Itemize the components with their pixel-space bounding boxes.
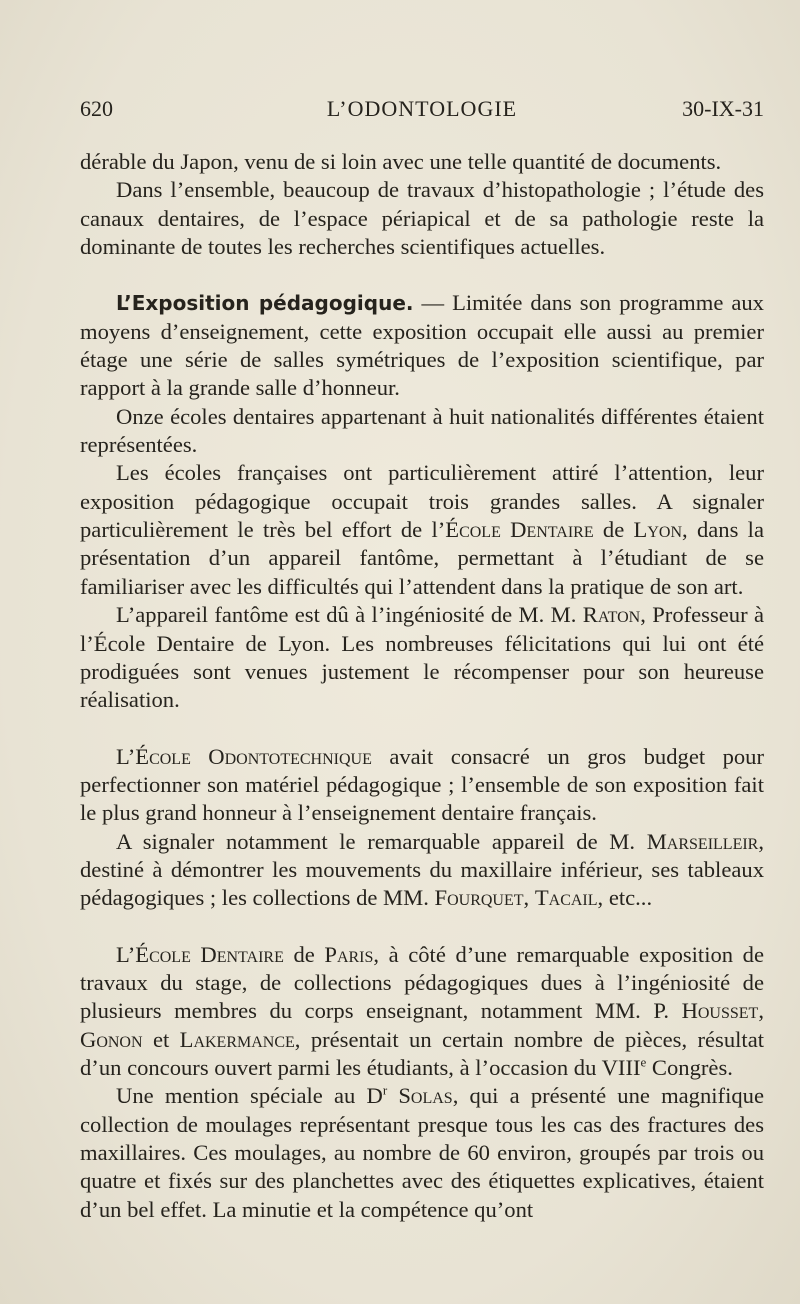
page-body bbox=[80, 148, 764, 1224]
paragraph-10: Une mention spéciale au $D^r$ Solas, qui a présenté une magnifique collection de moulages représentant presque tous les cas des fractures des maxillaires. Ces moulages, au nombre de 60 environ, groupés par trois ou quatre et fixés sur des planchettes avec des étiquettes explicatives, étaient d’un bel effet. La minutie et la compétence qu’ont bbox=[80, 1082, 764, 1222]
paragraph-5: Les écoles françaises ont particulièrement attiré l’attention, leur exposition pédagogique occupait trois grandes salles. A signaler particulièrement le très bel effort de l’École Dentaire de Lyon, dans la présentation d’un appareil fantôme, permettant à l’étudiant de se familiariser avec les difficultés qui l’attendent dans la pratique de son art. bbox=[80, 460, 764, 599]
issue-date: 30-IX-31 bbox=[682, 96, 764, 121]
paragraph-6: L’appareil fantôme est dû à l’ingéniosité de M. M. Raton, Professeur à l’École Dentaire de Lyon. Les nombreuses félicitations qui lui ont été prodiguées sont venues justement le récompenser pour son heureuse réalisation. bbox=[80, 602, 764, 713]
page-header bbox=[80, 96, 764, 130]
running-title: L’ODONTOLOGIE bbox=[326, 96, 518, 121]
paragraph-7: L’École Odontotechnique avait consacré un gros budget pour perfectionner son matériel pédagogique ; l’ensemble de son exposition fait le plus grand honneur à l’enseignement dentaire français. bbox=[80, 743, 764, 826]
paragraph-8: A signaler notamment le remarquable appareil de M. Marseilleir, destiné à démontrer les mouvements du maxillaire inférieur, ses tableaux pédagogiques ; les collections de MM. Fourquet, Tacail, etc... bbox=[80, 828, 764, 911]
page-number: 620 bbox=[80, 96, 113, 121]
paragraph-4: Onze écoles dentaires appartenant à huit nationalités différentes étaient représentées. bbox=[80, 403, 764, 458]
paragraph-9: L’École Dentaire de Paris, à côté d’une remarquable exposition de travaux du stage, de collections pédagogiques dues à l’ingéniosité de plusieurs membres du corps enseignant, notamment MM. P. Housset, Gonon et Lakermance, présentait un certain nombre de pièces, résultat d’un concours ouvert parmi les étudiants, à l’occasion du VIIIe Congrès. bbox=[80, 941, 764, 1080]
paragraph-2: Dans l’ensemble, beaucoup de travaux d’histopathologie ; l’étude des canaux dentaires, de l’espace périapical et de sa pathologie reste la dominante de toutes les recherches scientifiques actuelles. bbox=[80, 177, 764, 260]
paragraph-1: dérable du Japon, venu de si loin avec une telle quantité de documents. bbox=[80, 149, 722, 174]
section-heading: L’Exposition pédagogique. bbox=[116, 291, 414, 316]
paragraph-3: L’Exposition pédagogique. — Limitée dans son programme aux moyens d’enseignement, cette exposition occupait elle aussi au premier étage une série de salles symétriques de l’exposition scientifique, par rapport à la grande salle d’honneur. bbox=[80, 290, 764, 401]
